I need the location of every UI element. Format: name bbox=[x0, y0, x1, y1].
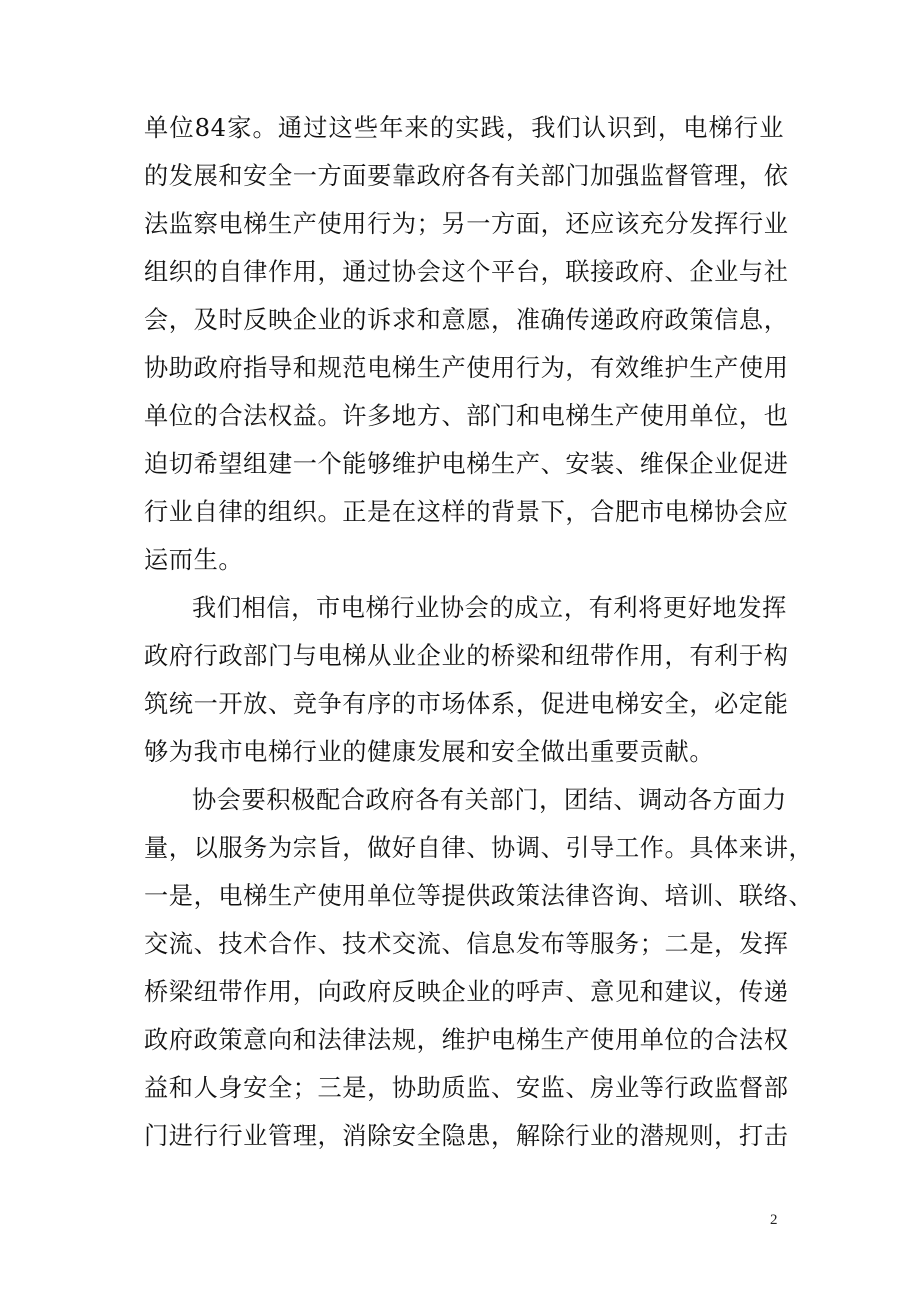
paragraph-start-line: 协会要积极配合政府各有关部门，团结、调动各方面力 bbox=[192, 786, 787, 814]
text-line: 益和人身安全；三是，协助质监、安监、房业等行政监督部 bbox=[144, 1074, 789, 1102]
text-line: 行业自律的组织。正是在这样的背景下，合肥市电梯协会应 bbox=[144, 498, 789, 526]
page-number: 2 bbox=[770, 1212, 778, 1228]
text-line: 量，以服务为宗旨，做好自律、协调、引导工作。具体来讲， bbox=[144, 834, 814, 862]
text-line: 运而生。 bbox=[144, 546, 244, 574]
text-line: 组织的自律作用，通过协会这个平台，联接政府、企业与社 bbox=[144, 258, 789, 286]
text-line: 法监察电梯生产使用行为；另一方面，还应该充分发挥行业 bbox=[144, 210, 789, 238]
text-line: 政府行政部门与电梯从业企业的桥梁和纽带作用，有利于构 bbox=[144, 642, 789, 670]
text-line: 单位的合法权益。许多地方、部门和电梯生产使用单位，也 bbox=[144, 402, 789, 430]
text-line: 会，及时反映企业的诉求和意愿，准确传递政府政策信息， bbox=[144, 306, 789, 334]
text-line: 交流、技术合作、技术交流、信息发布等服务；二是，发挥 bbox=[144, 930, 789, 958]
text-line: 的发展和安全一方面要靠政府各有关部门加强监督管理，依 bbox=[144, 162, 789, 190]
body-text bbox=[144, 104, 814, 1160]
text-line: 单位84家。通过这些年来的实践，我们认识到，电梯行业 bbox=[144, 114, 784, 142]
text-line: 政府政策意向和法律法规，维护电梯生产使用单位的合法权 bbox=[144, 1026, 789, 1054]
text-line: 门进行行业管理，消除安全隐患，解除行业的潜规则，打击 bbox=[144, 1122, 789, 1150]
text-line: 桥梁纽带作用，向政府反映企业的呼声、意见和建议，传递 bbox=[144, 978, 789, 1006]
text-line: 够为我市电梯行业的健康发展和安全做出重要贡献。 bbox=[144, 738, 715, 766]
paragraph-start-line: 我们相信，市电梯行业协会的成立，有利将更好地发挥 bbox=[192, 594, 787, 622]
text-line: 迫切希望组建一个能够维护电梯生产、安装、维保企业促进 bbox=[144, 450, 789, 478]
text-line: 筑统一开放、竞争有序的市场体系，促进电梯安全，必定能 bbox=[144, 690, 789, 718]
text-line: 一是，电梯生产使用单位等提供政策法律咨询、培训、联络、 bbox=[144, 882, 814, 910]
text-line: 协助政府指导和规范电梯生产使用行为，有效维护生产使用 bbox=[144, 354, 789, 382]
